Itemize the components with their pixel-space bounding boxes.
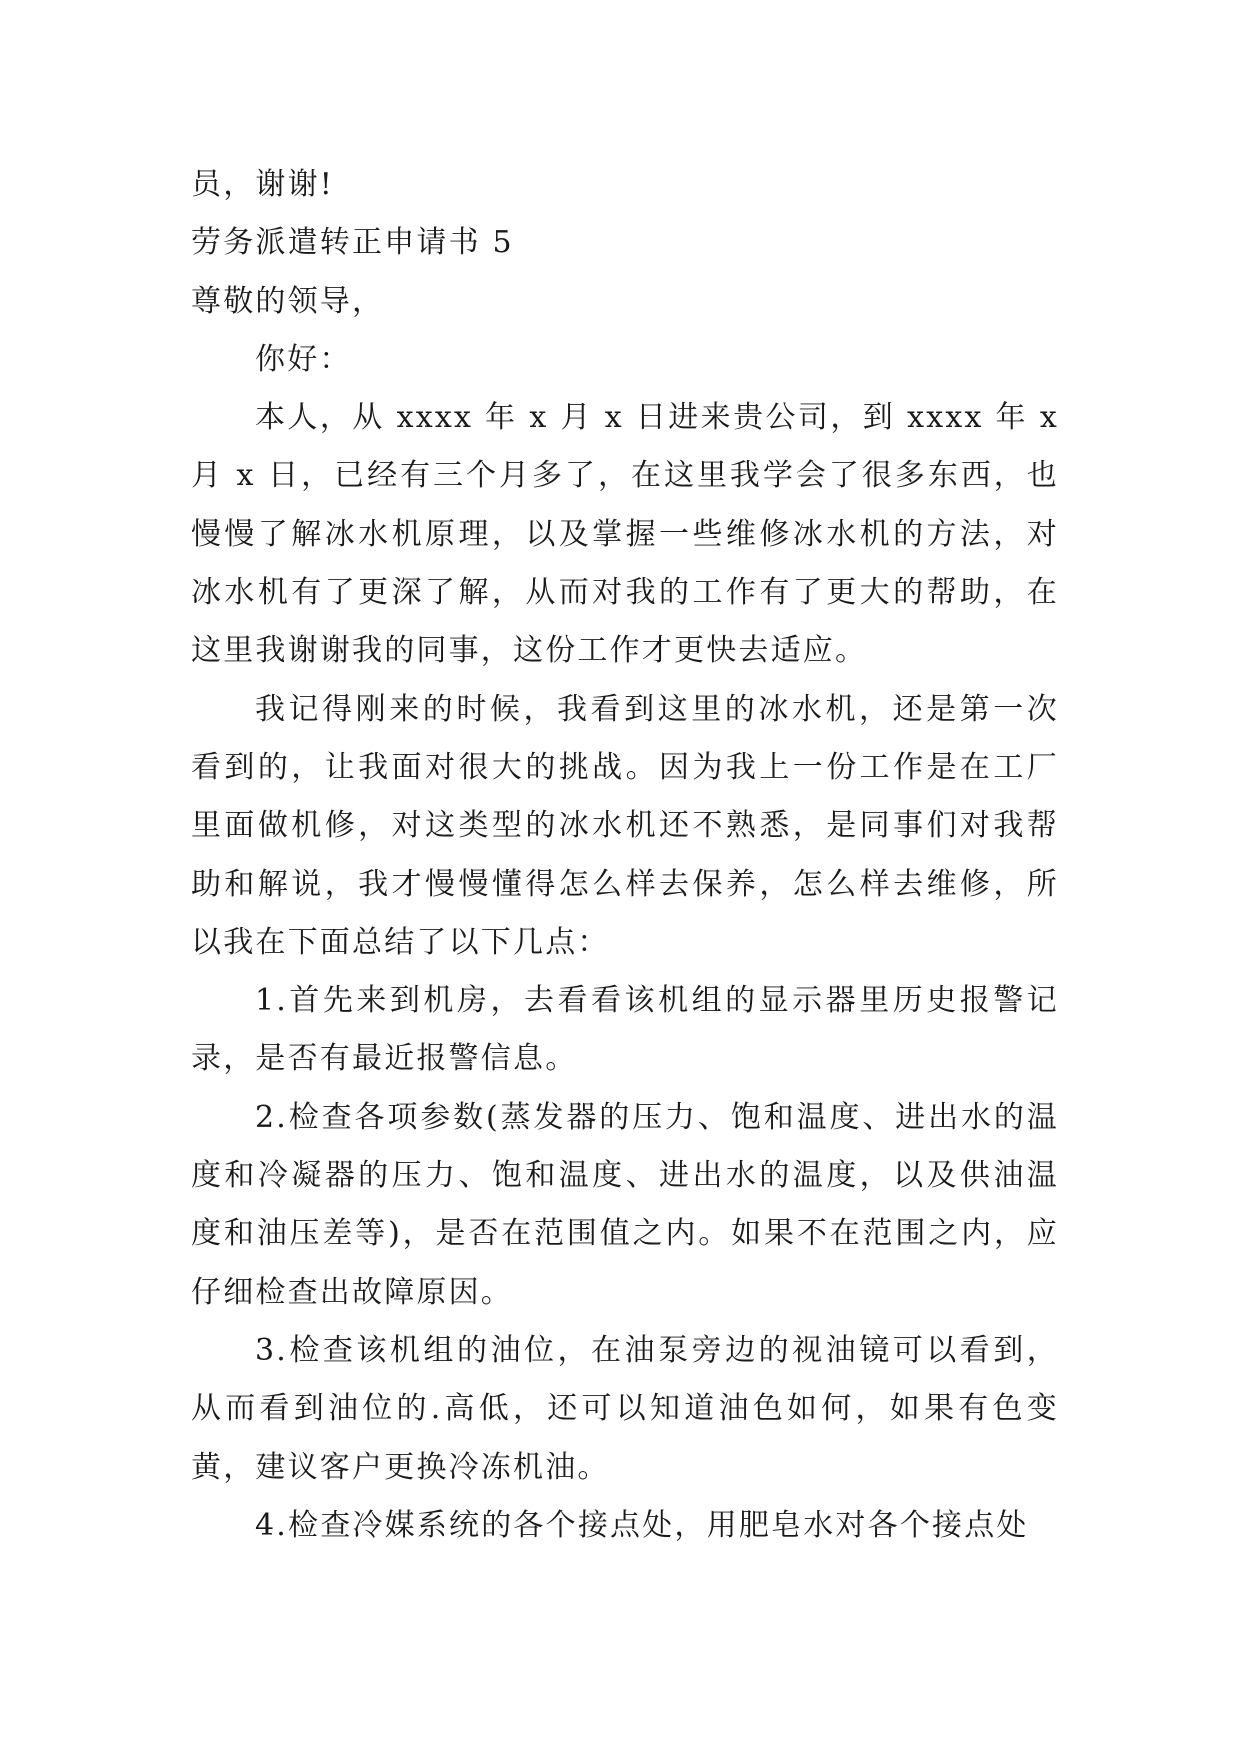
paragraph-intro: 本人，从 xxxx 年 x 月 x 日进来贵公司，到 xxxx 年 x 月 x 日，已经有三个月多了，在这里我学会了很多东西，也慢慢了解冰水机原理，以及掌握一些维修冰水机的方法，对冰水机有了更深了解，从而对我的工作有了更大的帮助，在这里我谢谢我的同事，这份工作才更快去适应。 [191, 400, 1059, 669]
salutation: 尊敬的领导， [191, 283, 385, 319]
list-item-4: 4.检查冷媒系统的各个接点处，用肥皂水对各个接点处 [255, 1507, 1029, 1543]
paragraph-closing: 员，谢谢! [191, 167, 335, 202]
list-item-3: 3.检查该机组的油位，在油泵旁边的视油镜可以看到，从而看到油位的.高低，还可以知道油色如何，如果有色变黄，建议客户更换冷冻机油。 [191, 1332, 1059, 1485]
greeting: 你好： [255, 341, 352, 377]
list-item-1: 1.首先来到机房，去看看该机组的显示器里历史报警记录，是否有最近报警信息。 [191, 983, 1059, 1077]
list-item-2: 2.检查各项参数(蒸发器的压力、饱和温度、进出水的温度和冷凝器的压力、饱和温度、进出水的温度，以及供油温度和油压差等)，是否在范围值之内。如果不在范围之内，应仔细检查出故障原因。 [191, 1099, 1059, 1310]
document-title: 劳务派遣转正申请书 5 [191, 225, 514, 261]
paragraph-experience: 我记得刚来的时候，我看到这里的冰水机，还是第一次看到的，让我面对很大的挑战。因为我上一份工作是在工厂里面做机修，对这类型的冰水机还不熟悉，是同事们对我帮助和解说，我才慢慢懂得怎么样去保养，怎么样去维修，所以我在下面总结了以下几点： [191, 691, 1059, 960]
document-body [191, 156, 1059, 1555]
